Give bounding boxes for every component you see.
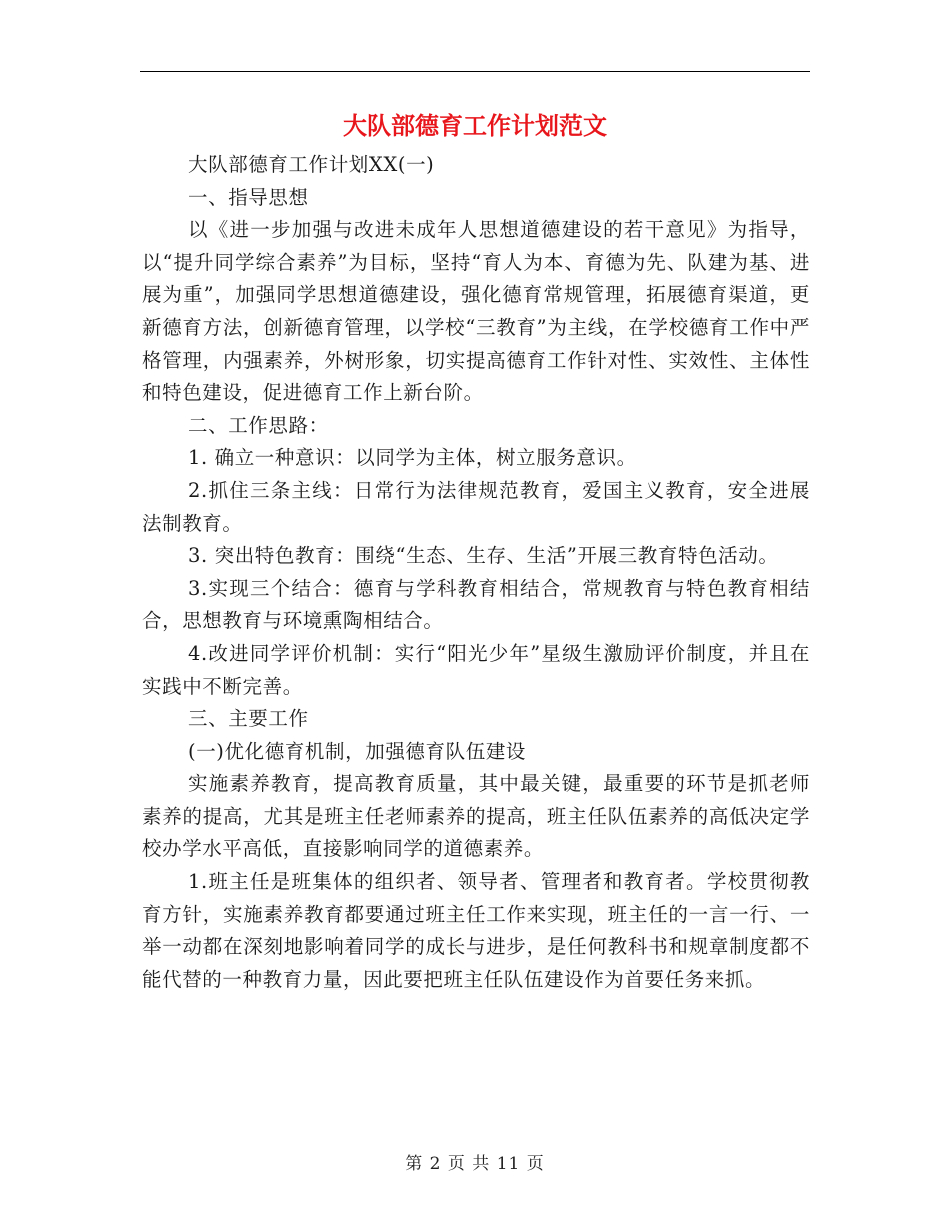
paragraph-class-teacher: 1.班主任是班集体的组织者、领导者、管理者和教育者。学校贯彻教育方针，实施素养教育都要通过班主任工作来实现，班主任的一言一行、一举一动都在深刻地影响着同学的成长与进步，是任何教科书和规章制度都不能代替的一种教育力量，因此要把班主任队伍建设作为首要任务来抓。 xyxy=(142,870,810,991)
list-item-1: 1. 确立一种意识：以同学为主体，树立服务意识。 xyxy=(188,446,637,470)
heading-main-work: 三、主要工作 xyxy=(188,707,309,731)
list-item-4: 4.改进同学评价机制：实行“阳光少年”星级生激励评价制度，并且在实践中不断完善。 xyxy=(142,641,810,698)
heading-work-ideas: 二、工作思路： xyxy=(188,413,329,437)
list-item-2: 2.抓住三条主线：日常行为法律规范教育，爱国主义教育，安全进展法制教育。 xyxy=(142,478,810,535)
paragraph-guiding-ideology: 以《进一步加强与改进未成年人思想道德建设的若干意见》为指导，以“提升同学综合素养”为目标，坚持“育人为本、育德为先、队建为基、进展为重”，加强同学思想道德建设，强化德育常规管理，拓展德育渠道，更新德育方法，创新德育管理，以学校“三教育”为主线，在学校德育工作中严格管理，内强素养，外树形象，切实提高德育工作针对性、实效性、主体性和特色建设，促进德育工作上新台阶。 xyxy=(142,218,810,405)
header-rule xyxy=(140,71,810,72)
list-item-3: 3. 突出特色教育：围绕“生态、生存、生活”开展三教育特色活动。 xyxy=(188,544,779,568)
page-number: 第 2 页 共 11 页 xyxy=(405,1154,545,1174)
paragraph-subtitle: 大队部德育工作计划XX(一) xyxy=(188,153,435,176)
paragraph-quality-education: 实施素养教育，提高教育质量，其中最关键，最重要的环节是抓老师素养的提高，尤其是班主任老师素养的提高，班主任队伍素养的高低决定学校办学水平高低，直接影响同学的道德素养。 xyxy=(142,772,810,861)
subheading-mechanism: (一)优化德育机制，加强德育队伍建设 xyxy=(188,739,527,763)
document-title: 大队部德育工作计划范文 xyxy=(343,111,607,140)
heading-guiding-ideology: 一、指导思想 xyxy=(188,185,309,209)
list-item-3b: 3.实现三个结合：德育与学科教育相结合，常规教育与特色教育相结合，思想教育与环境熏陶相结合。 xyxy=(142,576,810,633)
document-body xyxy=(142,149,810,996)
